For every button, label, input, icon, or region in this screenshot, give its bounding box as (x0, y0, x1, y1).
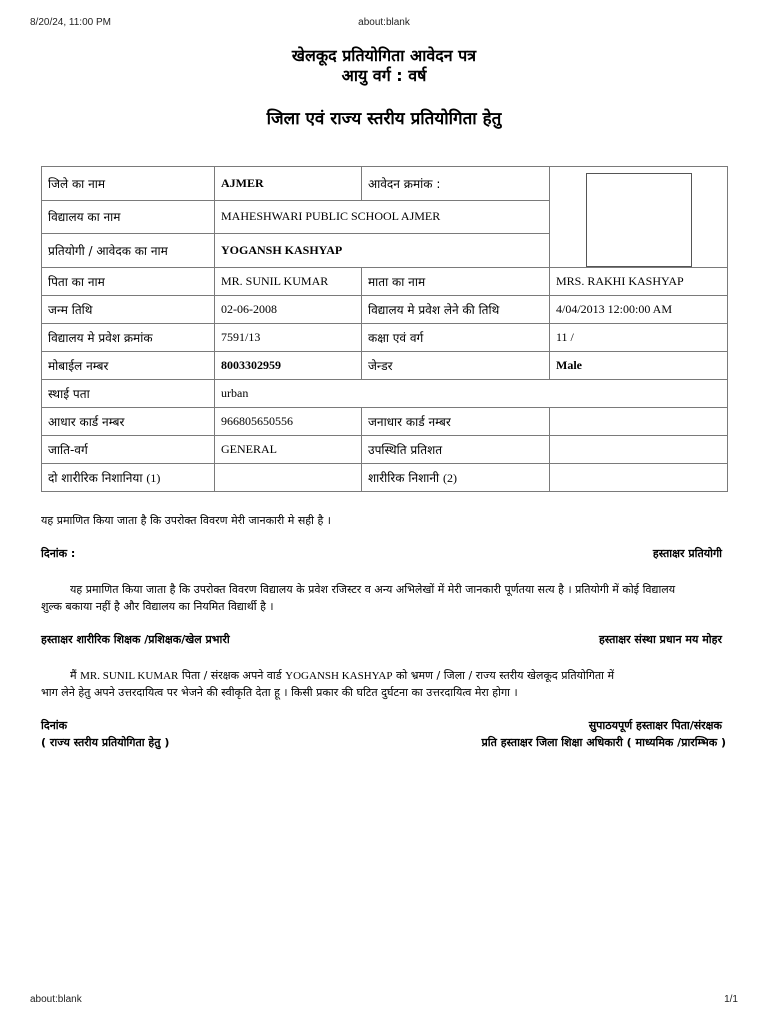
class-label: कक्षा एवं वर्ग (362, 324, 550, 352)
physical-mark-2-number: (2) (442, 471, 457, 485)
table-row (42, 352, 728, 380)
physical-mark-1-label: दो शारीरिक निशानिया (48, 471, 143, 485)
consent-line1 (70, 667, 614, 685)
father-label: पिता का नाम (42, 268, 215, 296)
physical-mark-1-cell (42, 464, 215, 492)
district-label: जिले का नाम (42, 167, 215, 201)
admission-number-value: 7591/13 (215, 324, 362, 352)
consent-line2: भाग लेने हेतु अपने उत्तरदायित्व पर भेजने की स्वीकृति देता हू । किसी प्रकार की घटित दुर्घटना का उत्तरदायित्व मेरा होगा । (41, 686, 518, 699)
address-label: स्थाई पता (42, 380, 215, 408)
father-value: MR. SUNIL KUMAR (215, 268, 362, 296)
district-value: AJMER (215, 167, 362, 201)
pti-signature-label: हस्ताक्षर शारीरिक शिक्षक /प्रशिक्षक/खेल प्रभारी (41, 633, 230, 646)
physical-mark-2-cell (362, 464, 550, 492)
mobile-label: मोबाईल नम्बर (42, 352, 215, 380)
declaration-school-line1: यह प्रमाणित किया जाता है कि उपरोक्त विवरण विद्यालय के प्रवेश रजिस्टर व अन्य अभिलेखों में मेरी जानकारी पूर्णतया सत्य है । प्रतियोगी में कोई विद्यालय (70, 583, 676, 596)
guardian-signature-label: सुपाठयपूर्ण हस्ताक्षर पिता/संरक्षक (588, 719, 722, 732)
dob-label: जन्म तिथि (42, 296, 215, 324)
gender-value: Male (550, 352, 728, 380)
consent-intro: मैं (70, 669, 77, 682)
print-url-header: about:blank (358, 17, 410, 28)
table-row (42, 408, 728, 436)
class-value: 11 / (550, 324, 728, 352)
physical-mark-2-label: शारीरिक निशानी (368, 471, 440, 485)
date-label: दिनांक : (41, 547, 76, 560)
table-row (42, 268, 728, 296)
table-row (42, 167, 728, 201)
application-form-table (41, 166, 728, 492)
attendance-value (550, 436, 728, 464)
print-url-footer: about:blank (30, 994, 82, 1005)
print-datetime: 8/20/24, 11:00 PM (30, 17, 111, 28)
form-title: खेलकूद प्रतियोगिता आवेदन पत्र (291, 46, 477, 65)
address-value: urban (215, 380, 728, 408)
attendance-label: उपस्थिति प्रतिशत (362, 436, 550, 464)
physical-mark-1-number: (1) (146, 471, 161, 485)
photo-placeholder (586, 173, 692, 267)
mother-label: माता का नाम (362, 268, 550, 296)
applicant-label: प्रतियोगी / आवेदक का नाम (42, 234, 215, 268)
table-row (42, 324, 728, 352)
guardian-name: MR. SUNIL KUMAR (80, 670, 179, 682)
mother-value: MRS. RAKHI KASHYAP (550, 268, 728, 296)
competition-level-title: जिला एवं राज्य स्तरीय प्रतियोगिता हेतु (266, 109, 502, 129)
physical-mark-1-value (215, 464, 362, 492)
category-value: GENERAL (215, 436, 362, 464)
applicant-signature-label: हस्ताक्षर प्रतियोगी (652, 547, 722, 560)
ward-name: YOGANSH KASHYAP (285, 670, 393, 682)
age-group-title: आयु वर्ग : वर्ष (341, 66, 427, 85)
table-row (42, 436, 728, 464)
school-label: विद्यालय का नाम (42, 200, 215, 234)
physical-mark-2-value (550, 464, 728, 492)
applicant-value: YOGANSH KASHYAP (215, 234, 550, 268)
state-level-note: ( राज्य स्तरीय प्रतियोगिता हेतु ) (41, 736, 170, 749)
application-number-label: आवेदन क्रमांक : (362, 167, 550, 201)
admission-date-value: 4/04/2013 12:00:00 AM (550, 296, 728, 324)
admission-date-label: विद्यालय मे प्रवेश लेने की तिथि (362, 296, 550, 324)
declaration-school-line2: शुल्क बकाया नहीं है और विद्यालय का नियमित विद्यार्थी है । (41, 600, 274, 613)
deo-countersign-label: प्रति हस्ताक्षर जिला शिक्षा अधिकारी ( माध्यमिक /प्रारम्भिक ) (481, 736, 726, 749)
bottom-date-label: दिनांक (41, 719, 68, 732)
admission-number-label: विद्यालय मे प्रवेश क्रमांक (42, 324, 215, 352)
photo-cell (550, 167, 728, 268)
declaration-applicant: यह प्रमाणित किया जाता है कि उपरोक्त विवरण मेरी जानकारी मे सही है । (41, 514, 331, 527)
aadhar-label: आधार कार्ड नम्बर (42, 408, 215, 436)
table-row (42, 464, 728, 492)
mobile-value: 8003302959 (215, 352, 362, 380)
principal-signature-label: हस्ताक्षर संस्था प्रधान मय मोहर (598, 633, 722, 646)
table-row (42, 380, 728, 408)
category-label: जाति-वर्ग (42, 436, 215, 464)
janaadhar-label: जनाधार कार्ड नम्बर (362, 408, 550, 436)
gender-label: जेन्डर (362, 352, 550, 380)
consent-purpose: को भ्रमण / जिला / राज्य स्तरीय खेलकूद प्रतियोगिता में (395, 669, 615, 682)
school-value: MAHESHWARI PUBLIC SCHOOL AJMER (215, 200, 550, 234)
table-row (42, 296, 728, 324)
janaadhar-value (550, 408, 728, 436)
consent-relation: पिता / संरक्षक अपने वार्ड (181, 669, 282, 682)
dob-value: 02-06-2008 (215, 296, 362, 324)
aadhar-value: 966805650556 (215, 408, 362, 436)
print-page-count: 1/1 (724, 994, 738, 1005)
